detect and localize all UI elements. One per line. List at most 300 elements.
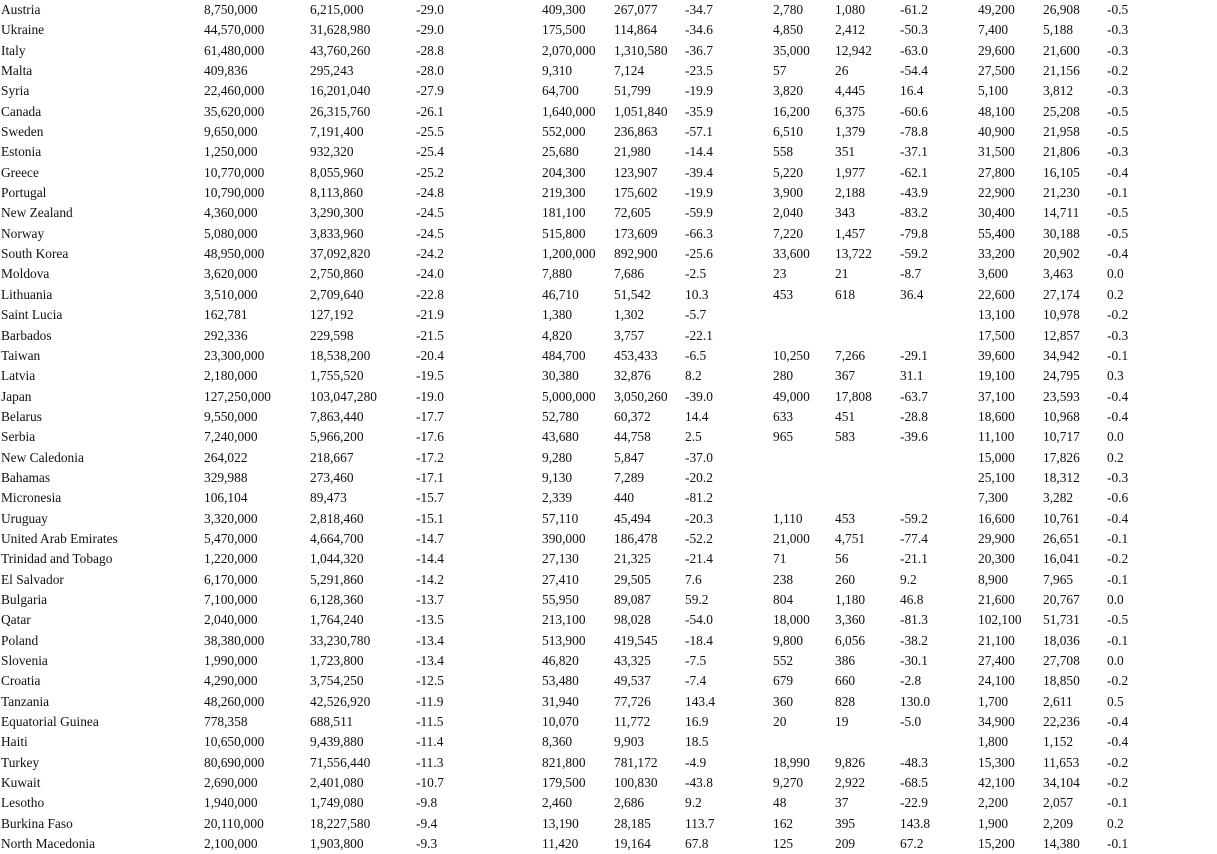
value-a-projected: 1,764,240 bbox=[310, 612, 364, 628]
value-d-projected: 16,105 bbox=[1043, 164, 1080, 180]
value-a-current: 2,040,000 bbox=[204, 612, 258, 628]
value-d-current: 31,500 bbox=[978, 144, 1015, 160]
value-a-current: 38,380,000 bbox=[204, 632, 265, 648]
value-d-change: -0.3 bbox=[1107, 469, 1129, 485]
value-d-change: 0.2 bbox=[1107, 449, 1124, 465]
table-row bbox=[0, 285, 1217, 305]
value-b-change: -81.2 bbox=[685, 490, 713, 506]
value-d-change: 0.0 bbox=[1107, 591, 1124, 607]
value-a-projected: 9,439,880 bbox=[310, 734, 364, 750]
table-row bbox=[0, 224, 1217, 244]
value-a-projected: 3,290,300 bbox=[310, 205, 364, 221]
value-b-current: 9,280 bbox=[542, 449, 573, 465]
value-b-current: 515,800 bbox=[542, 225, 586, 241]
value-c-current: 238 bbox=[773, 571, 794, 587]
value-a-current: 2,100,000 bbox=[204, 836, 258, 852]
value-c-current: 804 bbox=[773, 591, 794, 607]
value-c-current: 280 bbox=[773, 368, 794, 384]
value-c-projected: 1,379 bbox=[835, 124, 866, 140]
value-b-projected: 440 bbox=[614, 490, 635, 506]
value-b-projected: 186,478 bbox=[614, 530, 658, 546]
value-b-projected: 98,028 bbox=[614, 612, 651, 628]
value-c-projected: 7,266 bbox=[835, 347, 866, 363]
value-a-current: 80,690,000 bbox=[204, 754, 265, 770]
value-b-current: 10,070 bbox=[542, 714, 579, 730]
value-b-change: -34.6 bbox=[685, 22, 713, 38]
value-a-change: -11.3 bbox=[416, 754, 444, 770]
value-b-current: 552,000 bbox=[542, 124, 586, 140]
value-a-current: 44,570,000 bbox=[204, 22, 265, 38]
value-b-projected: 5,847 bbox=[614, 449, 645, 465]
value-d-projected: 25,208 bbox=[1043, 103, 1080, 119]
value-c-projected: 1,977 bbox=[835, 164, 866, 180]
value-b-change: 14.4 bbox=[685, 408, 709, 424]
value-b-current: 64,700 bbox=[542, 83, 579, 99]
value-d-current: 27,400 bbox=[978, 653, 1015, 668]
value-b-current: 46,820 bbox=[542, 653, 579, 668]
value-a-current: 4,290,000 bbox=[204, 673, 258, 689]
value-d-projected: 21,156 bbox=[1043, 63, 1080, 79]
value-a-change: -22.8 bbox=[416, 286, 444, 302]
value-a-projected: 932,320 bbox=[310, 144, 354, 160]
value-d-current: 1,800 bbox=[978, 734, 1009, 750]
table-row bbox=[0, 753, 1217, 773]
country-name: Estonia bbox=[1, 144, 42, 160]
value-a-change: -11.4 bbox=[416, 734, 444, 750]
value-c-projected: 4,445 bbox=[835, 83, 866, 99]
value-d-current: 48,100 bbox=[978, 103, 1015, 119]
value-d-change: -0.1 bbox=[1107, 185, 1129, 201]
value-a-change: -17.7 bbox=[416, 408, 444, 424]
value-d-projected: 2,057 bbox=[1043, 795, 1074, 811]
value-c-current: 6,510 bbox=[773, 124, 804, 140]
value-a-current: 3,620,000 bbox=[204, 266, 258, 282]
value-b-change: -39.0 bbox=[685, 388, 713, 404]
value-a-change: -14.7 bbox=[416, 530, 444, 546]
value-a-current: 264,022 bbox=[204, 449, 248, 465]
value-c-change: -63.0 bbox=[900, 42, 928, 58]
value-d-projected: 24,795 bbox=[1043, 368, 1080, 384]
value-b-change: 9.2 bbox=[685, 795, 702, 811]
value-d-projected: 16,041 bbox=[1043, 551, 1080, 567]
table-row bbox=[0, 814, 1217, 834]
value-d-current: 15,200 bbox=[978, 836, 1015, 852]
value-a-projected: 273,460 bbox=[310, 469, 354, 485]
value-b-current: 409,300 bbox=[542, 2, 586, 17]
value-c-projected: 6,375 bbox=[835, 103, 866, 119]
table-row bbox=[0, 712, 1217, 732]
value-b-current: 513,900 bbox=[542, 632, 586, 648]
value-d-change: -0.4 bbox=[1107, 510, 1129, 526]
value-b-change: 143.4 bbox=[685, 693, 716, 709]
value-c-change: -43.9 bbox=[900, 185, 928, 201]
value-d-projected: 17,826 bbox=[1043, 449, 1080, 465]
value-b-current: 27,130 bbox=[542, 551, 579, 567]
value-d-change: -0.3 bbox=[1107, 42, 1129, 58]
value-b-change: -35.9 bbox=[685, 103, 713, 119]
value-d-change: 0.5 bbox=[1107, 693, 1124, 709]
value-b-projected: 32,876 bbox=[614, 368, 651, 384]
value-d-current: 25,100 bbox=[978, 469, 1015, 485]
value-d-projected: 10,717 bbox=[1043, 429, 1080, 445]
country-name: El Salvador bbox=[1, 571, 64, 587]
value-d-projected: 2,209 bbox=[1043, 815, 1074, 831]
country-name: Serbia bbox=[1, 429, 36, 445]
value-a-projected: 3,833,960 bbox=[310, 225, 364, 241]
value-b-current: 13,190 bbox=[542, 815, 579, 831]
value-a-projected: 71,556,440 bbox=[310, 754, 371, 770]
value-d-change: -0.6 bbox=[1107, 490, 1129, 506]
value-d-projected: 10,968 bbox=[1043, 408, 1080, 424]
value-d-change: -0.3 bbox=[1107, 83, 1129, 99]
value-b-current: 1,380 bbox=[542, 307, 573, 323]
value-b-projected: 49,537 bbox=[614, 673, 651, 689]
value-d-change: 0.3 bbox=[1107, 368, 1124, 384]
value-a-change: -17.2 bbox=[416, 449, 444, 465]
value-b-current: 4,820 bbox=[542, 327, 573, 343]
value-c-current: 10,250 bbox=[773, 347, 810, 363]
value-c-current: 33,600 bbox=[773, 246, 810, 262]
value-b-change: -23.5 bbox=[685, 63, 713, 79]
value-d-projected: 27,174 bbox=[1043, 286, 1080, 302]
value-c-change: -81.3 bbox=[900, 612, 928, 628]
value-a-projected: 18,538,200 bbox=[310, 347, 371, 363]
value-c-current: 1,110 bbox=[773, 510, 803, 526]
value-a-current: 48,260,000 bbox=[204, 693, 265, 709]
value-d-current: 22,900 bbox=[978, 185, 1015, 201]
value-b-projected: 28,185 bbox=[614, 815, 651, 831]
value-b-change: -6.5 bbox=[685, 347, 707, 363]
value-d-projected: 27,708 bbox=[1043, 653, 1080, 668]
value-b-change: 10.3 bbox=[685, 286, 709, 302]
country-name: Saint Lucia bbox=[1, 307, 63, 323]
value-b-projected: 21,325 bbox=[614, 551, 651, 567]
value-d-projected: 21,230 bbox=[1043, 185, 1080, 201]
value-b-projected: 892,900 bbox=[614, 246, 658, 262]
table-row bbox=[0, 163, 1217, 183]
value-c-projected: 1,080 bbox=[835, 2, 866, 17]
value-c-change: -63.7 bbox=[900, 388, 928, 404]
value-b-current: 213,100 bbox=[542, 612, 586, 628]
value-a-projected: 688,511 bbox=[310, 714, 354, 730]
value-a-current: 9,550,000 bbox=[204, 408, 258, 424]
value-c-change: -28.8 bbox=[900, 408, 928, 424]
value-d-current: 102,100 bbox=[978, 612, 1022, 628]
value-d-change: 0.2 bbox=[1107, 286, 1124, 302]
value-a-current: 61,480,000 bbox=[204, 42, 265, 58]
value-a-change: -24.5 bbox=[416, 205, 444, 221]
value-c-change: 9.2 bbox=[900, 571, 917, 587]
value-d-change: -0.3 bbox=[1107, 327, 1129, 343]
value-b-change: -20.2 bbox=[685, 469, 713, 485]
value-d-change: 0.2 bbox=[1107, 815, 1124, 831]
value-d-current: 29,600 bbox=[978, 42, 1015, 58]
table-row bbox=[0, 570, 1217, 590]
value-d-current: 16,600 bbox=[978, 510, 1015, 526]
value-a-projected: 1,755,520 bbox=[310, 368, 364, 384]
value-b-current: 484,700 bbox=[542, 347, 586, 363]
value-c-projected: 12,942 bbox=[835, 42, 872, 58]
value-b-change: -66.3 bbox=[685, 225, 713, 241]
value-b-current: 204,300 bbox=[542, 164, 586, 180]
value-c-current: 21,000 bbox=[773, 530, 810, 546]
value-d-current: 13,100 bbox=[978, 307, 1015, 323]
table-row bbox=[0, 671, 1217, 691]
value-d-current: 34,900 bbox=[978, 714, 1015, 730]
country-name: New Caledonia bbox=[1, 449, 84, 465]
country-name: North Macedonia bbox=[1, 836, 96, 852]
value-b-current: 27,410 bbox=[542, 571, 579, 587]
value-c-current: 18,990 bbox=[773, 754, 810, 770]
value-a-change: -25.2 bbox=[416, 164, 444, 180]
country-name: Latvia bbox=[1, 368, 36, 384]
value-d-change: -0.4 bbox=[1107, 408, 1129, 424]
value-c-change: -78.8 bbox=[900, 124, 928, 140]
value-a-current: 5,470,000 bbox=[204, 530, 258, 546]
table-row bbox=[0, 468, 1217, 488]
value-c-projected: 2,188 bbox=[835, 185, 866, 201]
country-name: Bahamas bbox=[1, 469, 51, 485]
value-c-projected: 451 bbox=[835, 408, 856, 424]
value-d-current: 27,500 bbox=[978, 63, 1015, 79]
country-name: Taiwan bbox=[1, 347, 41, 363]
value-c-change: -48.3 bbox=[900, 754, 928, 770]
value-b-change: -39.4 bbox=[685, 164, 713, 180]
value-a-current: 1,990,000 bbox=[204, 653, 258, 668]
value-a-change: -14.2 bbox=[416, 571, 444, 587]
value-a-current: 106,104 bbox=[204, 490, 248, 506]
value-c-change: -60.6 bbox=[900, 103, 928, 119]
value-a-change: -11.5 bbox=[416, 714, 444, 730]
country-name: Italy bbox=[1, 42, 26, 58]
value-c-change: -21.1 bbox=[900, 551, 928, 567]
table-row bbox=[0, 692, 1217, 712]
value-c-current: 125 bbox=[773, 836, 794, 852]
value-b-current: 9,130 bbox=[542, 469, 573, 485]
value-a-change: -11.9 bbox=[416, 693, 444, 709]
table-row bbox=[0, 793, 1217, 813]
value-b-change: -22.1 bbox=[685, 327, 713, 343]
value-c-current: 48 bbox=[773, 795, 787, 811]
table-row bbox=[0, 366, 1217, 386]
value-c-current: 162 bbox=[773, 815, 794, 831]
table-row bbox=[0, 427, 1217, 447]
value-c-change: -59.2 bbox=[900, 510, 928, 526]
country-name: Lithuania bbox=[1, 286, 53, 302]
value-a-change: -19.0 bbox=[416, 388, 444, 404]
value-b-current: 9,310 bbox=[542, 63, 573, 79]
value-d-change: -0.4 bbox=[1107, 714, 1129, 730]
value-a-projected: 31,628,980 bbox=[310, 22, 371, 38]
value-d-current: 21,600 bbox=[978, 591, 1015, 607]
value-b-projected: 72,605 bbox=[614, 205, 651, 221]
value-a-projected: 7,191,400 bbox=[310, 124, 364, 140]
value-b-projected: 3,050,260 bbox=[614, 388, 668, 404]
value-d-change: -0.5 bbox=[1107, 103, 1129, 119]
value-b-projected: 7,686 bbox=[614, 266, 645, 282]
value-a-projected: 33,230,780 bbox=[310, 632, 371, 648]
value-a-projected: 18,227,580 bbox=[310, 815, 371, 831]
value-b-current: 52,780 bbox=[542, 408, 579, 424]
value-a-current: 409,836 bbox=[204, 63, 248, 79]
value-d-current: 24,100 bbox=[978, 673, 1015, 689]
value-c-change: -59.2 bbox=[900, 246, 928, 262]
value-a-projected: 2,818,460 bbox=[310, 510, 364, 526]
country-name: Portugal bbox=[1, 185, 47, 201]
value-a-projected: 8,055,960 bbox=[310, 164, 364, 180]
value-d-projected: 21,600 bbox=[1043, 42, 1080, 58]
value-d-current: 40,900 bbox=[978, 124, 1015, 140]
value-a-projected: 1,903,800 bbox=[310, 836, 364, 852]
value-c-change: -39.6 bbox=[900, 429, 928, 445]
value-d-change: -0.1 bbox=[1107, 530, 1129, 546]
value-a-change: -15.1 bbox=[416, 510, 444, 526]
value-d-projected: 1,152 bbox=[1043, 734, 1074, 750]
value-c-projected: 367 bbox=[835, 368, 856, 384]
country-name: Ukraine bbox=[1, 22, 45, 38]
value-b-projected: 51,542 bbox=[614, 286, 651, 302]
value-d-change: -0.5 bbox=[1107, 2, 1129, 17]
value-d-change: -0.4 bbox=[1107, 388, 1129, 404]
value-c-projected: 386 bbox=[835, 653, 856, 668]
value-c-change: -54.4 bbox=[900, 63, 928, 79]
table-row bbox=[0, 448, 1217, 468]
country-name: Uruguay bbox=[1, 510, 48, 526]
value-b-current: 57,110 bbox=[542, 510, 579, 526]
value-d-change: -0.2 bbox=[1107, 775, 1129, 791]
value-b-change: -54.0 bbox=[685, 612, 713, 628]
table-row bbox=[0, 590, 1217, 610]
value-b-projected: 114,864 bbox=[614, 22, 658, 38]
value-d-projected: 26,651 bbox=[1043, 530, 1080, 546]
value-b-projected: 123,907 bbox=[614, 164, 658, 180]
value-c-current: 2,040 bbox=[773, 205, 804, 221]
value-b-change: -5.7 bbox=[685, 307, 707, 323]
value-d-change: -0.2 bbox=[1107, 63, 1129, 79]
value-b-change: -7.5 bbox=[685, 653, 707, 668]
value-b-projected: 173,609 bbox=[614, 225, 658, 241]
value-a-current: 35,620,000 bbox=[204, 103, 265, 119]
value-c-change: 16.4 bbox=[900, 83, 924, 99]
value-a-projected: 1,044,320 bbox=[310, 551, 364, 567]
value-a-projected: 7,863,440 bbox=[310, 408, 364, 424]
value-a-current: 329,988 bbox=[204, 469, 248, 485]
value-c-projected: 1,180 bbox=[835, 591, 866, 607]
value-a-projected: 43,760,260 bbox=[310, 42, 371, 58]
value-a-change: -10.7 bbox=[416, 775, 444, 791]
value-d-projected: 23,593 bbox=[1043, 388, 1080, 404]
value-c-current: 23 bbox=[773, 266, 787, 282]
table-row bbox=[0, 183, 1217, 203]
value-b-change: 67.8 bbox=[685, 836, 709, 852]
table-row bbox=[0, 509, 1217, 529]
value-c-current: 16,200 bbox=[773, 103, 810, 119]
country-name: Croatia bbox=[1, 673, 41, 689]
table-row bbox=[0, 834, 1217, 854]
value-c-change: -22.9 bbox=[900, 795, 928, 811]
table-row bbox=[0, 203, 1217, 223]
country-name: Equatorial Guinea bbox=[1, 714, 99, 730]
value-d-change: -0.2 bbox=[1107, 551, 1129, 567]
value-a-projected: 2,750,860 bbox=[310, 266, 364, 282]
value-b-projected: 100,830 bbox=[614, 775, 658, 791]
value-a-change: -28.8 bbox=[416, 42, 444, 58]
country-name: Syria bbox=[1, 83, 30, 99]
value-a-current: 10,770,000 bbox=[204, 164, 265, 180]
value-c-change: -8.7 bbox=[900, 266, 922, 282]
value-d-change: -0.5 bbox=[1107, 612, 1129, 628]
value-c-change: 36.4 bbox=[900, 286, 924, 302]
table-row bbox=[0, 732, 1217, 752]
value-a-projected: 103,047,280 bbox=[310, 388, 377, 404]
value-c-current: 9,800 bbox=[773, 632, 804, 648]
value-a-change: -24.2 bbox=[416, 246, 444, 262]
value-d-projected: 10,761 bbox=[1043, 510, 1080, 526]
value-b-projected: 60,372 bbox=[614, 408, 651, 424]
table-row bbox=[0, 142, 1217, 162]
country-name: Poland bbox=[1, 632, 39, 648]
table-row bbox=[0, 610, 1217, 630]
value-c-current: 633 bbox=[773, 408, 794, 424]
table-row bbox=[0, 20, 1217, 40]
value-a-change: -15.7 bbox=[416, 490, 444, 506]
value-a-projected: 16,201,040 bbox=[310, 83, 371, 99]
value-b-current: 2,460 bbox=[542, 795, 573, 811]
value-d-projected: 22,236 bbox=[1043, 714, 1080, 730]
country-name: United Arab Emirates bbox=[1, 530, 118, 546]
value-d-current: 5,100 bbox=[978, 83, 1009, 99]
value-a-change: -9.3 bbox=[416, 836, 438, 852]
value-b-current: 175,500 bbox=[542, 22, 586, 38]
value-c-projected: 660 bbox=[835, 673, 856, 689]
table-row bbox=[0, 773, 1217, 793]
value-d-current: 1,700 bbox=[978, 693, 1009, 709]
value-c-current: 71 bbox=[773, 551, 787, 567]
country-name: Burkina Faso bbox=[1, 815, 73, 831]
value-a-current: 127,250,000 bbox=[204, 388, 271, 404]
value-b-current: 179,500 bbox=[542, 775, 586, 791]
value-c-projected: 2,922 bbox=[835, 775, 866, 791]
value-a-change: -24.0 bbox=[416, 266, 444, 282]
value-a-projected: 1,723,800 bbox=[310, 653, 364, 668]
value-c-projected: 6,056 bbox=[835, 632, 866, 648]
value-b-current: 219,300 bbox=[542, 185, 586, 201]
value-a-projected: 229,598 bbox=[310, 327, 354, 343]
value-c-change: -77.4 bbox=[900, 530, 928, 546]
value-a-change: -26.1 bbox=[416, 103, 444, 119]
value-b-current: 181,100 bbox=[542, 205, 586, 221]
country-name: Trinidad and Tobago bbox=[1, 551, 113, 567]
value-c-projected: 1,457 bbox=[835, 225, 866, 241]
country-name: Malta bbox=[1, 63, 33, 79]
value-b-current: 2,070,000 bbox=[542, 42, 596, 58]
value-b-current: 25,680 bbox=[542, 144, 579, 160]
value-d-current: 29,900 bbox=[978, 530, 1015, 546]
value-d-projected: 5,188 bbox=[1043, 22, 1074, 38]
value-d-current: 15,000 bbox=[978, 449, 1015, 465]
value-c-change: 143.8 bbox=[900, 815, 931, 831]
value-d-projected: 3,282 bbox=[1043, 490, 1074, 506]
value-b-projected: 44,758 bbox=[614, 429, 651, 445]
value-c-current: 4,850 bbox=[773, 22, 804, 38]
value-d-change: 0.0 bbox=[1107, 429, 1124, 445]
value-a-change: -13.5 bbox=[416, 612, 444, 628]
value-b-current: 46,710 bbox=[542, 286, 579, 302]
country-name: Haiti bbox=[1, 734, 28, 750]
country-name: Japan bbox=[1, 388, 32, 404]
table-row bbox=[0, 387, 1217, 407]
value-d-change: -0.1 bbox=[1107, 836, 1129, 852]
